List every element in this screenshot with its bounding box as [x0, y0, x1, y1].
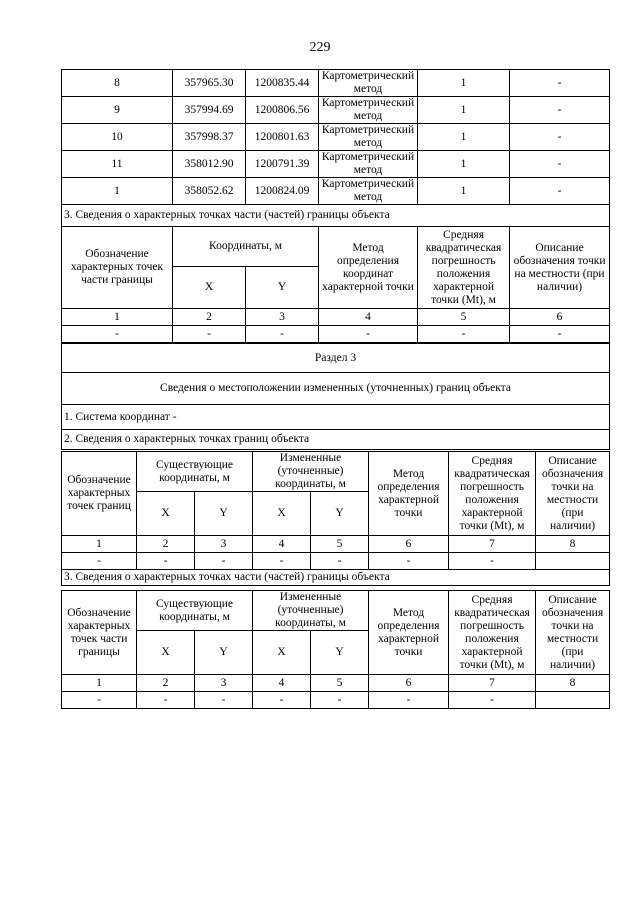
- table-row: [62, 70, 610, 97]
- col-number: 5: [418, 309, 510, 326]
- section-subtitle: Сведения о местоположении измененных (уточненных) границ объекта: [62, 373, 610, 405]
- point-number: 8: [62, 70, 173, 97]
- col-method: Метод определения характерной точки: [369, 591, 449, 675]
- col-existing: Существующие координаты, м: [137, 452, 253, 492]
- point-method: Картометрический метод: [321, 124, 415, 149]
- empty-cell: -: [62, 553, 137, 570]
- col-number: 3: [195, 675, 253, 692]
- point-number: 1: [62, 178, 173, 205]
- col-changed: Измененные (уточненные) координаты, м: [253, 452, 369, 492]
- table-row: [62, 536, 610, 553]
- col-method: Метод определения координат характерной точки: [319, 227, 418, 309]
- col-number: 3: [195, 536, 253, 553]
- changed-parts-table: [61, 590, 610, 709]
- point-y: 1200791.39: [246, 151, 319, 178]
- col-existing: Существующие координаты, м: [137, 591, 253, 631]
- col-y: Y: [311, 631, 369, 675]
- col-mt: Средняя квадратическая погрешность положения характерной точки (Mt), м: [449, 452, 536, 536]
- col-method: Метод определения характерной точки: [369, 452, 449, 536]
- empty-cell: -: [137, 692, 195, 709]
- col-y: Y: [195, 631, 253, 675]
- section3-heading-table: [61, 343, 610, 450]
- empty-cell: -: [311, 553, 369, 570]
- col-number: 8: [536, 536, 610, 553]
- col-number: 6: [369, 675, 449, 692]
- empty-cell: -: [449, 553, 536, 570]
- point-x: 357994.69: [173, 97, 246, 124]
- col-description: Описание обозначения точки на местности (при наличии): [536, 452, 610, 536]
- point-desc: -: [510, 178, 610, 205]
- col-designation: Обозначение характерных точек части границы: [62, 227, 173, 309]
- point-desc: -: [510, 151, 610, 178]
- col-number: 1: [62, 675, 137, 692]
- section-title-parts: 3. Сведения о характерных точках части (частей) границы объекта: [62, 205, 610, 227]
- col-number: 8: [536, 675, 610, 692]
- point-y: 1200806.56: [246, 97, 319, 124]
- page-number: 229: [309, 40, 331, 55]
- point-number: 10: [62, 124, 173, 151]
- empty-cell: -: [62, 692, 137, 709]
- col-number: 3: [246, 309, 319, 326]
- point-mt: 1: [418, 70, 510, 97]
- col-y: Y: [195, 492, 253, 536]
- table-row: [62, 692, 610, 709]
- table-row: [62, 178, 610, 205]
- col-x: X: [253, 492, 311, 536]
- point-mt: 1: [418, 178, 510, 205]
- col-number: 6: [510, 309, 610, 326]
- point-y: 1200824.09: [246, 178, 319, 205]
- empty-cell: -: [137, 553, 195, 570]
- col-y: Y: [311, 492, 369, 536]
- empty-cell: -: [246, 326, 319, 343]
- col-number: 1: [62, 536, 137, 553]
- empty-cell: -: [173, 326, 246, 343]
- col-designation: Обозначение характерных точек части границы: [62, 591, 137, 675]
- coordinate-system: 1. Система координат -: [62, 405, 610, 430]
- col-x: X: [137, 492, 195, 536]
- col-number: 7: [449, 536, 536, 553]
- empty-cell: -: [62, 326, 173, 343]
- table-row: [62, 124, 610, 151]
- parts-points-table: [61, 226, 610, 343]
- col-number: 4: [253, 536, 311, 553]
- col-number: 2: [137, 675, 195, 692]
- section-title-parts: 3. Сведения о характерных точках части (частей) границы объекта: [62, 570, 610, 586]
- table-row: [62, 553, 610, 570]
- col-number: 1: [62, 309, 173, 326]
- empty-cell: -: [319, 326, 418, 343]
- point-x: 357965.30: [173, 70, 246, 97]
- point-mt: 1: [418, 124, 510, 151]
- point-number: 9: [62, 97, 173, 124]
- col-number: 6: [369, 536, 449, 553]
- empty-cell: -: [253, 553, 311, 570]
- col-x: X: [137, 631, 195, 675]
- point-x: 358052.62: [173, 178, 246, 205]
- col-number: 4: [319, 309, 418, 326]
- col-number: 7: [449, 675, 536, 692]
- table-row: [62, 675, 610, 692]
- empty-cell: [536, 692, 610, 709]
- col-description: Описание обозначения точки на местности (при наличии): [536, 591, 610, 675]
- changed-boundary-table: [61, 451, 610, 586]
- col-number: 2: [137, 536, 195, 553]
- point-method: Картометрический метод: [321, 70, 415, 95]
- empty-cell: -: [253, 692, 311, 709]
- point-y: 1200801.63: [246, 124, 319, 151]
- empty-cell: [536, 553, 610, 570]
- col-mt: Средняя квадратическая погрешность положения характерной точки (Mt), м: [418, 227, 510, 309]
- col-x: X: [253, 631, 311, 675]
- col-designation: Обозначение характерных точек границ: [62, 452, 137, 536]
- col-changed: Измененные (уточненные) координаты, м: [253, 591, 369, 631]
- point-y: 1200835.44: [246, 70, 319, 97]
- point-x: 358012.90: [173, 151, 246, 178]
- empty-cell: -: [449, 692, 536, 709]
- table-row: [62, 326, 610, 343]
- col-coordinates: Координаты, м: [173, 227, 319, 267]
- col-y: Y: [246, 267, 319, 309]
- point-mt: 1: [418, 97, 510, 124]
- col-description: Описание обозначения точки на местности (при наличии): [510, 227, 610, 309]
- col-number: 5: [311, 536, 369, 553]
- empty-cell: -: [510, 326, 610, 343]
- col-x: X: [173, 267, 246, 309]
- empty-cell: -: [418, 326, 510, 343]
- point-x: 357998.37: [173, 124, 246, 151]
- point-desc: -: [510, 70, 610, 97]
- col-number: 4: [253, 675, 311, 692]
- table-row: [62, 97, 610, 124]
- points-section-title: 2. Сведения о характерных точках границ объекта: [62, 430, 610, 450]
- point-method: Картометрический метод: [321, 178, 415, 203]
- point-mt: 1: [418, 151, 510, 178]
- empty-cell: -: [195, 692, 253, 709]
- col-number: 2: [173, 309, 246, 326]
- point-number: 11: [62, 151, 173, 178]
- section-title: Раздел 3: [62, 344, 610, 373]
- col-mt: Средняя квадратическая погрешность положения характерной точки (Mt), м: [449, 591, 536, 675]
- col-number: 5: [311, 675, 369, 692]
- empty-cell: -: [195, 553, 253, 570]
- point-desc: -: [510, 97, 610, 124]
- table-row: [62, 151, 610, 178]
- point-desc: -: [510, 124, 610, 151]
- empty-cell: -: [369, 553, 449, 570]
- table-row: [62, 309, 610, 326]
- empty-cell: -: [311, 692, 369, 709]
- point-method: Картометрический метод: [321, 151, 415, 176]
- point-method: Картометрический метод: [321, 97, 415, 122]
- empty-cell: -: [369, 692, 449, 709]
- boundary-points-table: [61, 69, 610, 227]
